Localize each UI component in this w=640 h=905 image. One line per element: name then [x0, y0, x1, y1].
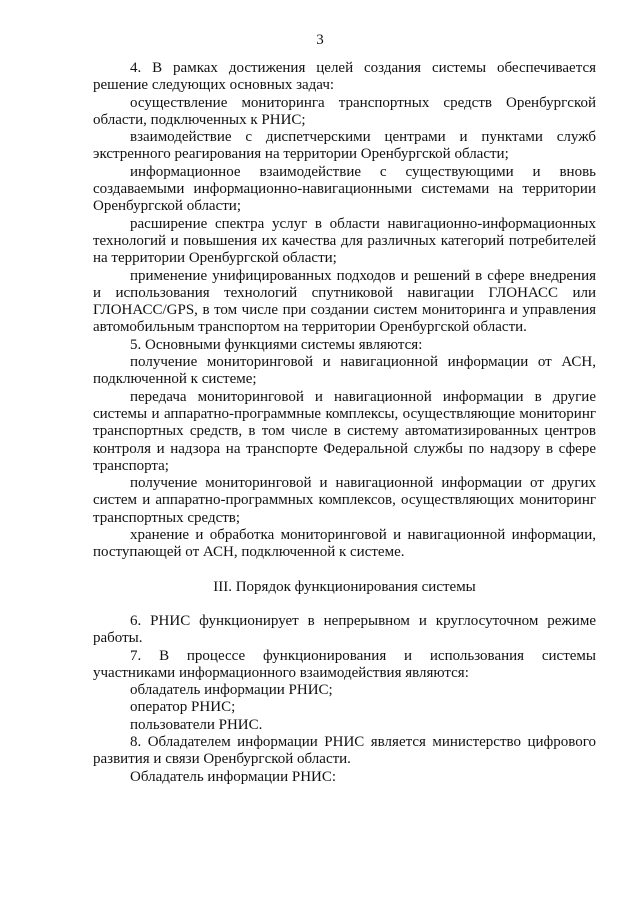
paragraph: расширение спектра услуг в области навигационно-информационных технологий и повышения их качества для различных категорий потребителей на территории Оренбургской области;	[93, 215, 596, 267]
document-body	[93, 60, 596, 786]
paragraph: 7. В процессе функционирования и использования системы участниками информационного взаимодействия являются:	[93, 647, 596, 681]
paragraph: 4. В рамках достижения целей создания системы обеспечивается решение следующих основных задач:	[93, 60, 596, 94]
list-item: обладатель информации РНИС;	[130, 682, 333, 699]
paragraph: информационное взаимодействие с существующими и вновь создаваемыми информационно-навигационными системами на территории Оренбургской области;	[93, 163, 596, 215]
paragraph: получение мониторинговой и навигационной информации от АСН, подключенной к системе;	[93, 354, 596, 388]
section-title: III. Порядок функционирования системы	[213, 578, 476, 595]
list-item: пользователи РНИС.	[130, 716, 263, 733]
paragraph: передача мониторинговой и навигационной информации в другие системы и аппаратно-программные комплексы, осуществляющие мониторинг транспортных средств, в том числе в систему автоматизированных центров контроля и надзора на транспорте Федеральной службы по надзору в сфере транспорта;	[93, 388, 596, 474]
page-number: 3	[316, 32, 324, 48]
paragraph: взаимодействие с диспетчерскими центрами и пунктами служб экстренного реагирования на территории Оренбургской области;	[93, 129, 596, 163]
paragraph: применение унифицированных подходов и решений в сфере внедрения и использования технологий спутниковой навигации ГЛОНАСС или ГЛОНАСС/GPS, в том числе при создании систем мониторинга и управления автомобильным транспортом на территории Оренбургской области.	[93, 267, 596, 336]
paragraph: хранение и обработка мониторинговой и навигационной информации, поступающей от АСН, подключенной к системе.	[93, 527, 596, 561]
paragraph: получение мониторинговой и навигационной информации от других систем и аппаратно-программных комплексов, осуществляющих мониторинг транспортных средств;	[93, 475, 596, 526]
paragraph: Обладатель информации РНИС:	[130, 768, 337, 785]
list-item: оператор РНИС;	[130, 699, 236, 716]
paragraph: 5. Основными функциями системы являются:	[130, 336, 423, 353]
paragraph: 8. Обладателем информации РНИС является министерство цифрового развития и связи Оренбургской области.	[93, 733, 596, 768]
paragraph: 6. РНИС функционирует в непрерывном и круглосуточном режиме работы.	[93, 612, 596, 647]
paragraph: осуществление мониторинга транспортных средств Оренбургской области, подключенных к РНИС;	[93, 94, 596, 128]
